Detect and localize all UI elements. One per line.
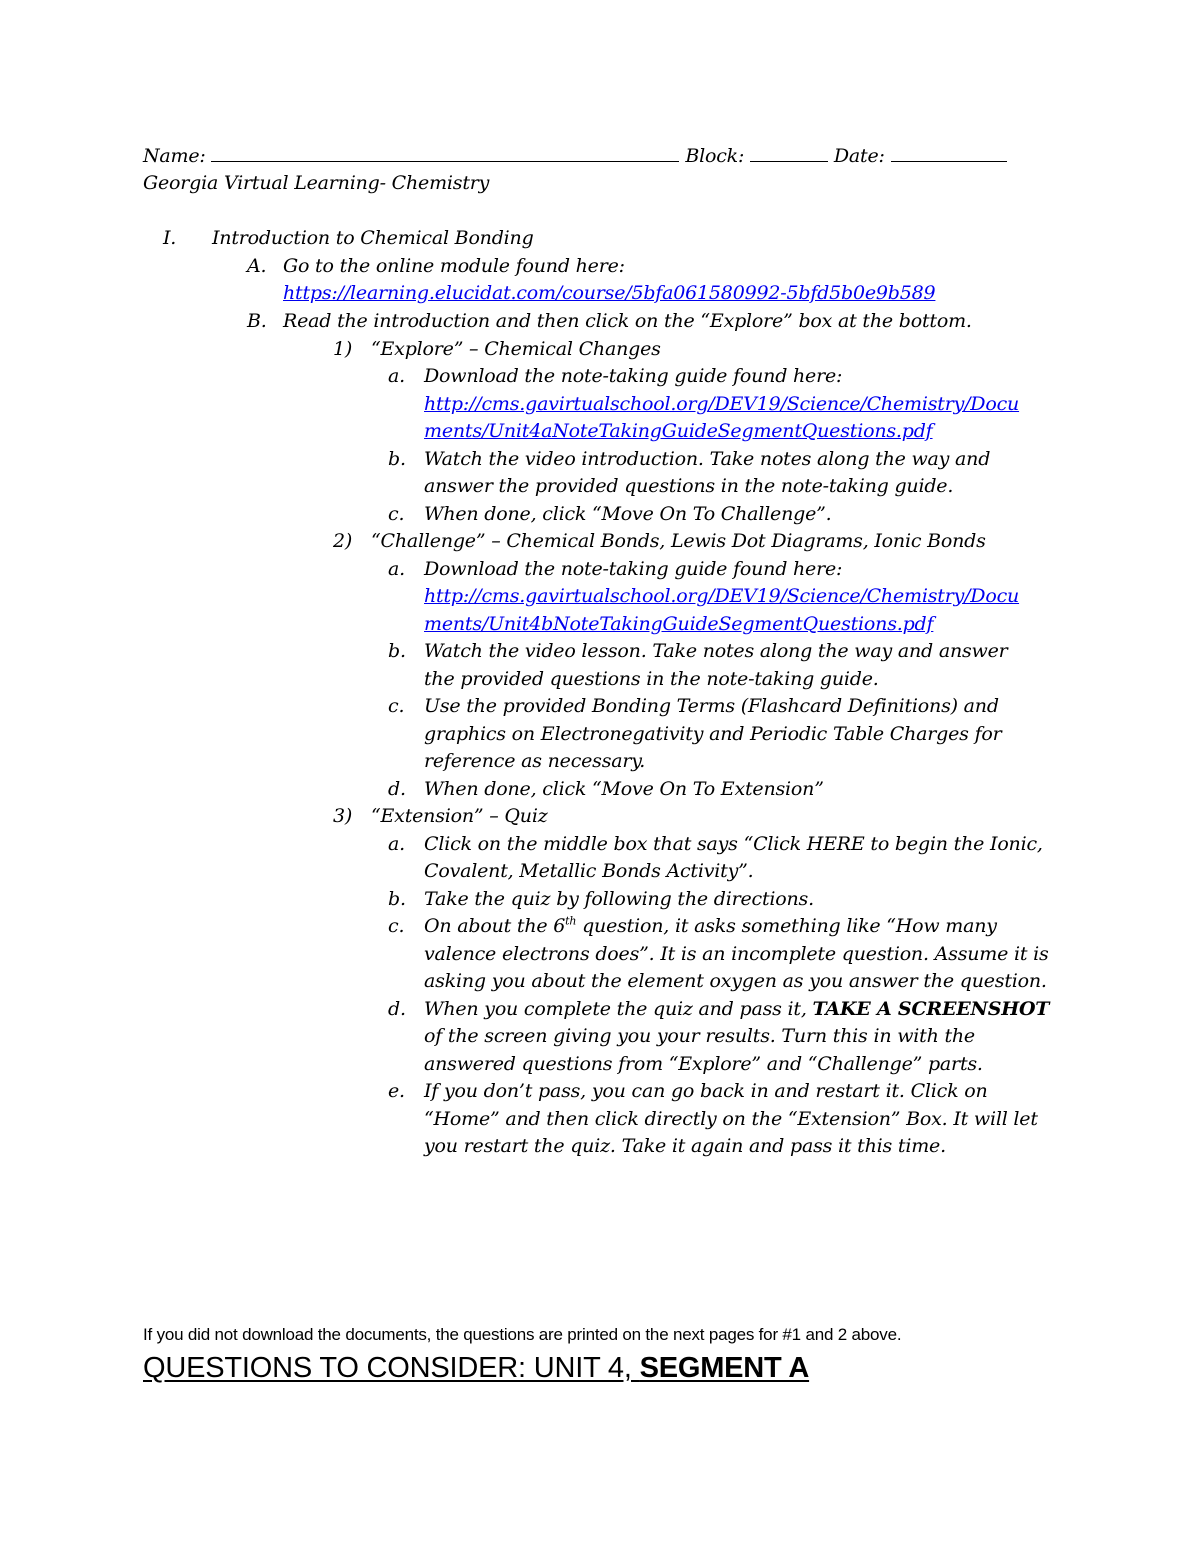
step-2c-line2: graphics on Electronegativity and Periodic Table Charges for (424, 723, 1002, 745)
step-1-title: “Explore” – Chemical Changes (371, 338, 661, 360)
unit4b-guide-link-line2[interactable]: ments/Unit4bNoteTakingGuideSegmentQuestions.pdf (424, 613, 934, 635)
step-1c-text: When done, click “Move On To Challenge”. (424, 503, 832, 525)
step-3-number: 3) (333, 805, 353, 827)
download-note: If you did not download the documents, the questions are printed on the next pages for #1 and 2 above. (143, 1325, 902, 1344)
step-2c-line3: reference as necessary. (424, 750, 646, 772)
section-number: I. (163, 227, 177, 249)
course-title: Georgia Virtual Learning- Chemistry (143, 172, 490, 194)
section-title: Introduction to Chemical Bonding (212, 227, 534, 249)
step-3c-line1-end: question, it asks something like “How many (576, 915, 997, 937)
step-2d-letter: d. (388, 778, 406, 800)
questions-heading-text: QUESTIONS TO CONSIDER: UNIT 4, (143, 1352, 640, 1384)
step-3b-text: Take the quiz by following the directions. (424, 888, 814, 910)
step-1a-letter: a. (388, 365, 405, 387)
step-2a-letter: a. (388, 558, 405, 580)
name-label: Name: (143, 145, 206, 167)
step-2c-letter: c. (388, 695, 405, 717)
unit4a-guide-link-line2[interactable]: ments/Unit4aNoteTakingGuideSegmentQuestions.pdf (424, 420, 933, 442)
step-1a-text: Download the note-taking guide found here: (424, 365, 843, 387)
step-1b-letter: b. (388, 448, 406, 470)
unit4a-guide-link-line1[interactable]: http://cms.gavirtualschool.org/DEV19/Science/Chemistry/Docu (424, 393, 1020, 415)
step-2a-text: Download the note-taking guide found here: (424, 558, 843, 580)
step-1-number: 1) (333, 338, 353, 360)
step-2b-line1: Watch the video lesson. Take notes along the way and answer (424, 640, 1008, 662)
step-3b-letter: b. (388, 888, 406, 910)
step-3c-line1-start: On about the 6 (424, 915, 566, 937)
step-2b-letter: b. (388, 640, 406, 662)
date-label: Date: (833, 145, 885, 167)
step-3-title: “Extension” – Quiz (371, 805, 548, 827)
item-b-letter: B. (247, 310, 267, 332)
block-label: Block: (685, 145, 745, 167)
step-3d-line2: of the screen giving you your results. Turn this in with the (424, 1025, 975, 1047)
name-blank[interactable] (211, 145, 679, 162)
step-1c-letter: c. (388, 503, 405, 525)
step-2-title: “Challenge” – Chemical Bonds, Lewis Dot Diagrams, Ionic Bonds (371, 530, 986, 552)
step-3c-line3: asking you about the element oxygen as you answer the question. (424, 970, 1047, 992)
elucidat-course-link[interactable]: https://learning.elucidat.com/course/5bfa061580992-5bfd5b0e9b589 (283, 282, 936, 304)
take-screenshot-emphasis: TAKE A SCREENSHOT (812, 998, 1050, 1020)
item-a-text: Go to the online module found here: (283, 255, 625, 277)
step-3d-letter: d. (388, 998, 406, 1020)
step-3c-letter: c. (388, 915, 405, 937)
header-line (143, 143, 1007, 170)
step-3e-letter: e. (388, 1080, 405, 1102)
step-3a-line1: Click on the middle box that says “Click HERE to begin the Ionic, (424, 833, 1043, 855)
step-3a-line2: Covalent, Metallic Bonds Activity”. (424, 860, 754, 882)
step-3c-line1 (424, 913, 997, 940)
step-3d-line1 (424, 996, 1049, 1023)
step-3a-letter: a. (388, 833, 405, 855)
date-blank[interactable] (891, 145, 1007, 162)
step-2b-line2: the provided questions in the note-taking guide. (424, 668, 879, 690)
item-a-letter: A. (247, 255, 267, 277)
questions-heading (143, 1352, 809, 1385)
step-3e-line2: “Home” and then click directly on the “Extension” Box. It will let (424, 1108, 1038, 1130)
step-1b-line1: Watch the video introduction. Take notes along the way and (424, 448, 991, 470)
step-2-number: 2) (333, 530, 353, 552)
step-1b-line2: answer the provided questions in the note-taking guide. (424, 475, 954, 497)
block-blank[interactable] (750, 145, 828, 162)
ordinal-suffix: th (565, 914, 577, 928)
step-3e-line1: If you don’t pass, you can go back in and restart it. Click on (424, 1080, 988, 1102)
step-3c-line2: valence electrons does”. It is an incomplete question. Assume it is (424, 943, 1049, 965)
step-3e-line3: you restart the quiz. Take it again and pass it this time. (424, 1135, 946, 1157)
item-b-text: Read the introduction and then click on the “Explore” box at the bottom. (283, 310, 972, 332)
step-3d-line1-start: When you complete the quiz and pass it, (424, 998, 813, 1020)
step-3d-line3: answered questions from “Explore” and “Challenge” parts. (424, 1053, 983, 1075)
step-2d-text: When done, click “Move On To Extension” (424, 778, 824, 800)
step-2c-line1: Use the provided Bonding Terms (Flashcard Definitions) and (424, 695, 999, 717)
unit4b-guide-link-line1[interactable]: http://cms.gavirtualschool.org/DEV19/Science/Chemistry/Docu (424, 585, 1020, 607)
segment-label: SEGMENT A (639, 1352, 810, 1384)
